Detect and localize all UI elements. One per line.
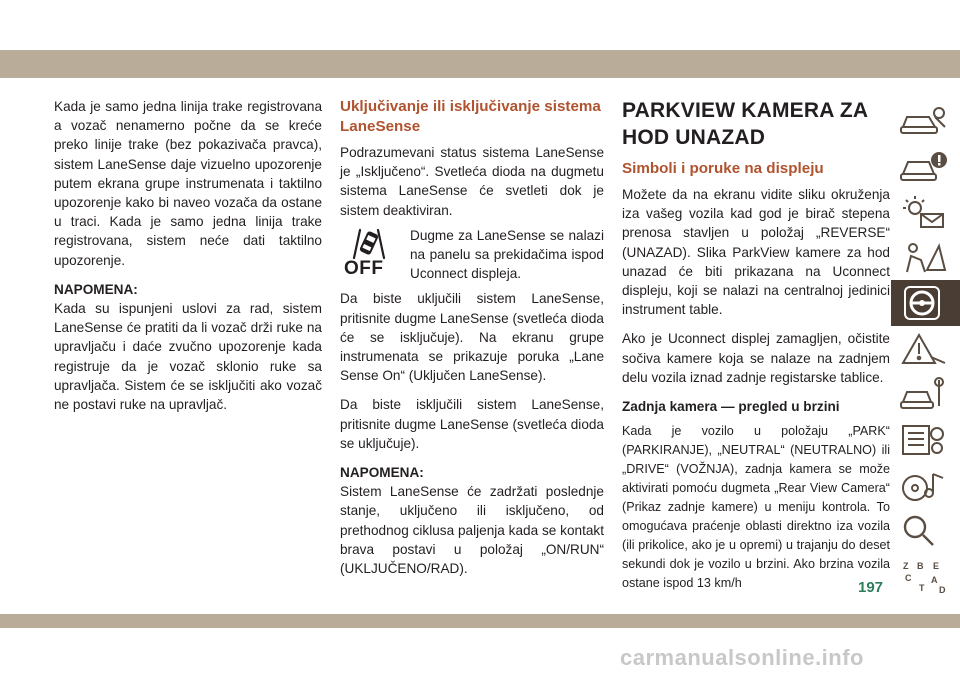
- column-left: [54, 97, 322, 414]
- column-right: [622, 97, 890, 593]
- lanesense-single-line-paragraph: Kada je samo jedna linija trake registrovana a vozač nenamerno počne da se kreće preko linije trake (bez pokazivača pravca), sistem LaneSense daje vizuelno upozorenje putem ekrana grupe instrumenata i taktilno upozorenje kako bi naveo vozača da ostane u traci. Kada je samo jedna linija trake registrovana, sistem neće dati taktilno upozorenje.: [54, 99, 322, 268]
- tab-safety[interactable]: [891, 235, 960, 281]
- top-band: [0, 50, 960, 78]
- camera-clean-paragraph: Ako je Uconnect displej zamagljen, očistite sočiva kamere koja se nalaze na zadnjem delu vozila iznad zadnje registarske tablice.: [622, 331, 890, 385]
- lanesense-off-icon: [340, 226, 398, 282]
- svg-text:T: T: [919, 582, 925, 593]
- section-heading: Uključivanje ili isključivanje sistema LaneSense: [340, 98, 601, 135]
- turn-off-paragraph: Da biste isključili sistem LaneSense, pritisnite dugme LaneSense (svetleća dioda se uključuje).: [340, 397, 604, 451]
- off-label: OFF: [344, 257, 384, 279]
- language-index-icon: [899, 559, 949, 595]
- column-middle: [340, 97, 604, 578]
- airbag-safety-icon: [899, 240, 949, 276]
- turn-on-paragraph: Da biste uključili sistem LaneSense, pritisnite dugme LaneSense (svetleća dioda će se isključuje). Na ekranu grupe instrumenata se prikazuje poruka „Lane Sense On“ (Uključen LaneSense).: [340, 291, 604, 384]
- svg-text:E: E: [933, 560, 940, 571]
- button-location-text: Dugme za LaneSense se nalazi na panelu sa prekidačima ispod Uconnect displeja.: [410, 227, 604, 282]
- watermark: carmanualsonline.info: [620, 645, 864, 670]
- svg-text:C: C: [905, 572, 912, 583]
- car-key-icon: [899, 103, 949, 139]
- bottom-band: [0, 614, 960, 628]
- section-subheading: Simboli i poruke na displeju: [622, 160, 824, 177]
- steering-wheel-icon: [899, 285, 949, 321]
- page-number: 197: [858, 579, 884, 596]
- warning-lights-icon: [899, 194, 949, 230]
- camera-intro-paragraph: Možete da na ekranu vidite sliku okruženja iza vašeg vozila kad god je birač stepena prenosa stavljen u položaj „REVERSE“ (UNAZAD). Slika ParkView kamere za hod unazad će biti prikazana na Uconnect displeju, koji se nalazi na centralnoj jedinici instrument table.: [622, 187, 890, 318]
- car-service-icon: [899, 376, 949, 412]
- road-warning-icon: [899, 331, 949, 367]
- maintenance-list-icon: [899, 422, 949, 458]
- tab-index[interactable]: [891, 554, 960, 600]
- car-info-icon: [899, 148, 949, 184]
- note-text: Sistem LaneSense će zadržati poslednje stanje, uključeno ili isključeno, od prethodnog ciklusa paljenja kada se kontakt brava postavi u položaj „ON/RUN“ (UKLJUČENO/RAD).: [340, 484, 604, 577]
- multimedia-icon: [899, 468, 949, 504]
- tab-emergency[interactable]: [891, 326, 960, 372]
- svg-text:D: D: [939, 584, 946, 595]
- default-status-paragraph: Podrazumevani status sistema LaneSense je „Isključeno“. Svetleća dioda na dugmetu sistema LaneSense će svetleti dok je sistem deaktiviran.: [340, 145, 604, 218]
- tab-car-key[interactable]: [891, 98, 960, 144]
- svg-text:Z: Z: [903, 560, 909, 571]
- lanesense-button-description: [340, 226, 604, 284]
- note-label: NAPOMENA:: [340, 465, 424, 481]
- tab-maintenance[interactable]: [891, 417, 960, 463]
- tab-service[interactable]: [891, 372, 960, 418]
- chapter-tabs: [891, 98, 960, 600]
- tab-search[interactable]: [891, 508, 960, 554]
- page-title: PARKVIEW KAMERA ZA HOD UNAZAD: [622, 99, 868, 149]
- search-icon: [899, 513, 949, 549]
- tab-warning-lights[interactable]: [891, 189, 960, 235]
- note-label: NAPOMENA:: [54, 281, 138, 297]
- note-text: Kada su ispunjeni uslovi za rad, sistem LaneSense će pratiti da li vozač drži ruke na upravljaču i daće zvučno upozorenje kada registruje da je vozač sklonio ruke sa upravljača. Sistem će se isključiti ako vozač ne postavi ruke na upravljač.: [54, 301, 322, 413]
- tab-car-info[interactable]: [891, 144, 960, 190]
- svg-text:B: B: [917, 560, 924, 571]
- tab-driving[interactable]: [891, 280, 960, 326]
- rear-camera-heading: Zadnja kamera — pregled u brzini: [622, 399, 840, 415]
- rear-camera-paragraph: Kada je vozilo u položaju „PARK“ (PARKIRANJE), „NEUTRAL“ (NEUTRALNO) ili „DRIVE“ (VOŽNJA), zadnja kamera se može aktivirati pomoću dugmeta „Rear View Camera“ (Prikaz zadnje kamere) u meniju kontrola. To omogućava praćenje oblasti direktno iza vozila (ili prikolice, ako je u opremi) u trajanju do deset sekundi dok je vozilo u brzini. Ako brzina vozila ostane ispod 13 km/h: [622, 424, 890, 591]
- tab-multimedia[interactable]: [891, 463, 960, 509]
- svg-text:A: A: [931, 574, 938, 585]
